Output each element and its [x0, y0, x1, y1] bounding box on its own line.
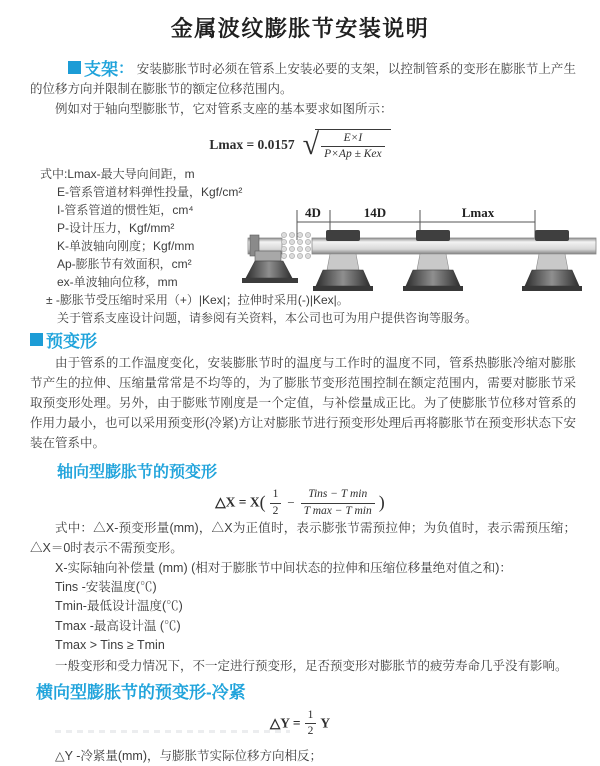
formula1-radical: [303, 129, 391, 161]
half-numerator: 1: [307, 708, 314, 721]
axial-x-definition: X-实际轴向补偿量 (mm) (相对于膨胀节中间状态的拉伸和压缩位移量绝对值之和)：: [55, 560, 512, 575]
sqrt-sign: √: [302, 128, 320, 161]
formula2-open-paren: (: [259, 492, 266, 513]
support-example-line: 例如对于轴向型膨胀节，它对管系支座的基本要求如图所示：: [55, 102, 393, 116]
temperature-definitions-list: [55, 578, 600, 656]
var-def-lmax: 式中:Lmax-最大导向间距，m: [40, 167, 195, 182]
axial-explain-paragraph: 式中：△X-预变形量(mm)，△X为正值时，表示膨张节需预拉伸；为负值时，表示需预压缩；△X＝0时表示不需预变形。: [30, 520, 576, 555]
formula3-half-fraction: [305, 709, 317, 738]
var-def-ex: ex-单波轴向位移，mm: [57, 275, 178, 290]
support-heading-text: 支架: [84, 60, 119, 79]
lateral-preform-heading: 横向型膨胀节的预变形-冷紧: [36, 682, 246, 702]
formula2-minus: −: [287, 495, 295, 511]
support-service-note: 关于管系支座设计问题，请参阅有关资料，本公司也可为用户提供咨询等服务。: [57, 311, 478, 326]
var-note-plus-minus: ± -膨胀节受压缩时采用（+）|Kex|；拉伸时采用(-)|Kex|。: [46, 293, 349, 308]
lateral-explain: △Y -冷紧量(mm)，与膨胀节实际位移方向相反；: [55, 749, 323, 764]
formula1-lhs: Lmax = 0.0157: [209, 136, 295, 152]
dim-label-4d: 4D: [305, 205, 321, 220]
dim-label-14d: 14D: [363, 205, 387, 220]
formula3-lhs: △Y =: [269, 715, 301, 731]
support-heading-colon: ：: [118, 60, 134, 77]
formula2-lhs: △X = X: [215, 494, 260, 510]
temp-numerator: Tins − T min: [308, 488, 368, 501]
section-bullet-square-icon: [30, 333, 43, 346]
var-def-p: P-设计压力，Kgf/mm²: [57, 221, 175, 236]
temp-def-tmax: Tmax -最高设计温 (℃): [55, 618, 181, 633]
var-def-i: I-管系管道的惯性矩，cm⁴: [57, 203, 194, 218]
support-intro-text: 安装膨胀节时必须在管系上安装必要的支架，以控制管系的变形在膨胀节上产生的位移方向并限制在膨胀节的额定位移范围内。: [30, 62, 576, 96]
formula2-close-paren: ): [378, 492, 385, 513]
guide-spacing-formula: [0, 129, 600, 161]
half-denominator: 2: [270, 503, 282, 518]
document-page: [0, 12, 600, 764]
formula2-temp-fraction: [301, 488, 375, 517]
var-def-ap: Ap-膨胀节有效面积，cm²: [57, 257, 192, 272]
formula1-numerator: E×I: [343, 132, 363, 144]
dim-label-lmax: Lmax: [461, 205, 495, 220]
temp-denominator: T max − T min: [301, 503, 375, 518]
preform-section-heading: [30, 331, 600, 351]
support-intro-paragraph: [30, 59, 576, 99]
axial-preform-formula: [0, 488, 600, 517]
axial-preform-heading: 轴向型膨胀节的预变形: [57, 464, 218, 482]
half-numerator: 1: [272, 488, 279, 501]
half-denominator: 2: [305, 723, 317, 738]
temp-def-tins: Tins -安装温度(℃): [55, 579, 157, 594]
cutoff-text-remnant: [55, 730, 290, 733]
formula1-radicand: [315, 129, 391, 161]
axial-note: 一般变形和受力情况下，不一定进行预变形，足否预变形对膨胀节的疲劳寿命几乎没有影响。: [55, 658, 568, 673]
page-title: 金属波纹膨胀节安装说明: [170, 16, 430, 41]
lateral-preform-formula: [0, 709, 600, 738]
formula2-half-fraction: [270, 488, 282, 517]
section-bullet-square-icon: [68, 61, 81, 74]
temp-def-tmin: Tmin-最低设计温度(℃): [55, 599, 183, 614]
pipe-support-diagram: [238, 202, 598, 302]
preform-heading-text: 预变形: [46, 332, 97, 352]
formula3-rhs: Y: [320, 715, 331, 731]
temp-inequality: Tmax > Tins ≥ Tmin: [55, 638, 165, 653]
formula1-denominator: P×Ap ± Kex: [321, 146, 385, 161]
formula1-fraction: [321, 132, 385, 161]
var-def-e: E-管系管道材料弹性投量，Kgf/cm²: [57, 185, 243, 200]
bellows-icon: [281, 232, 310, 258]
preform-paragraph: 由于管系的工作温度变化，安装膨胀节时的温度与工作时的温度不同，管系热膨胀冷缩对膨胀节产生的拉伸、压缩量常常是不均等的，为了膨胀节变形范围控制在额定范围内，需要对膨胀节采取预变形处理。另外，由于膨账节刚度是一个定值，与补偿量成正比。为了使膨胀节位移对管系的作用力最小，也可以采用预变形(冷紧)方让对膨胀节进行预变形处理后再将膨胀节在预变形状态下安装在管系中。: [30, 356, 576, 451]
support-section-heading: [68, 60, 137, 79]
var-def-k: K-单波轴向刚度；Kgf/mm: [57, 239, 195, 254]
